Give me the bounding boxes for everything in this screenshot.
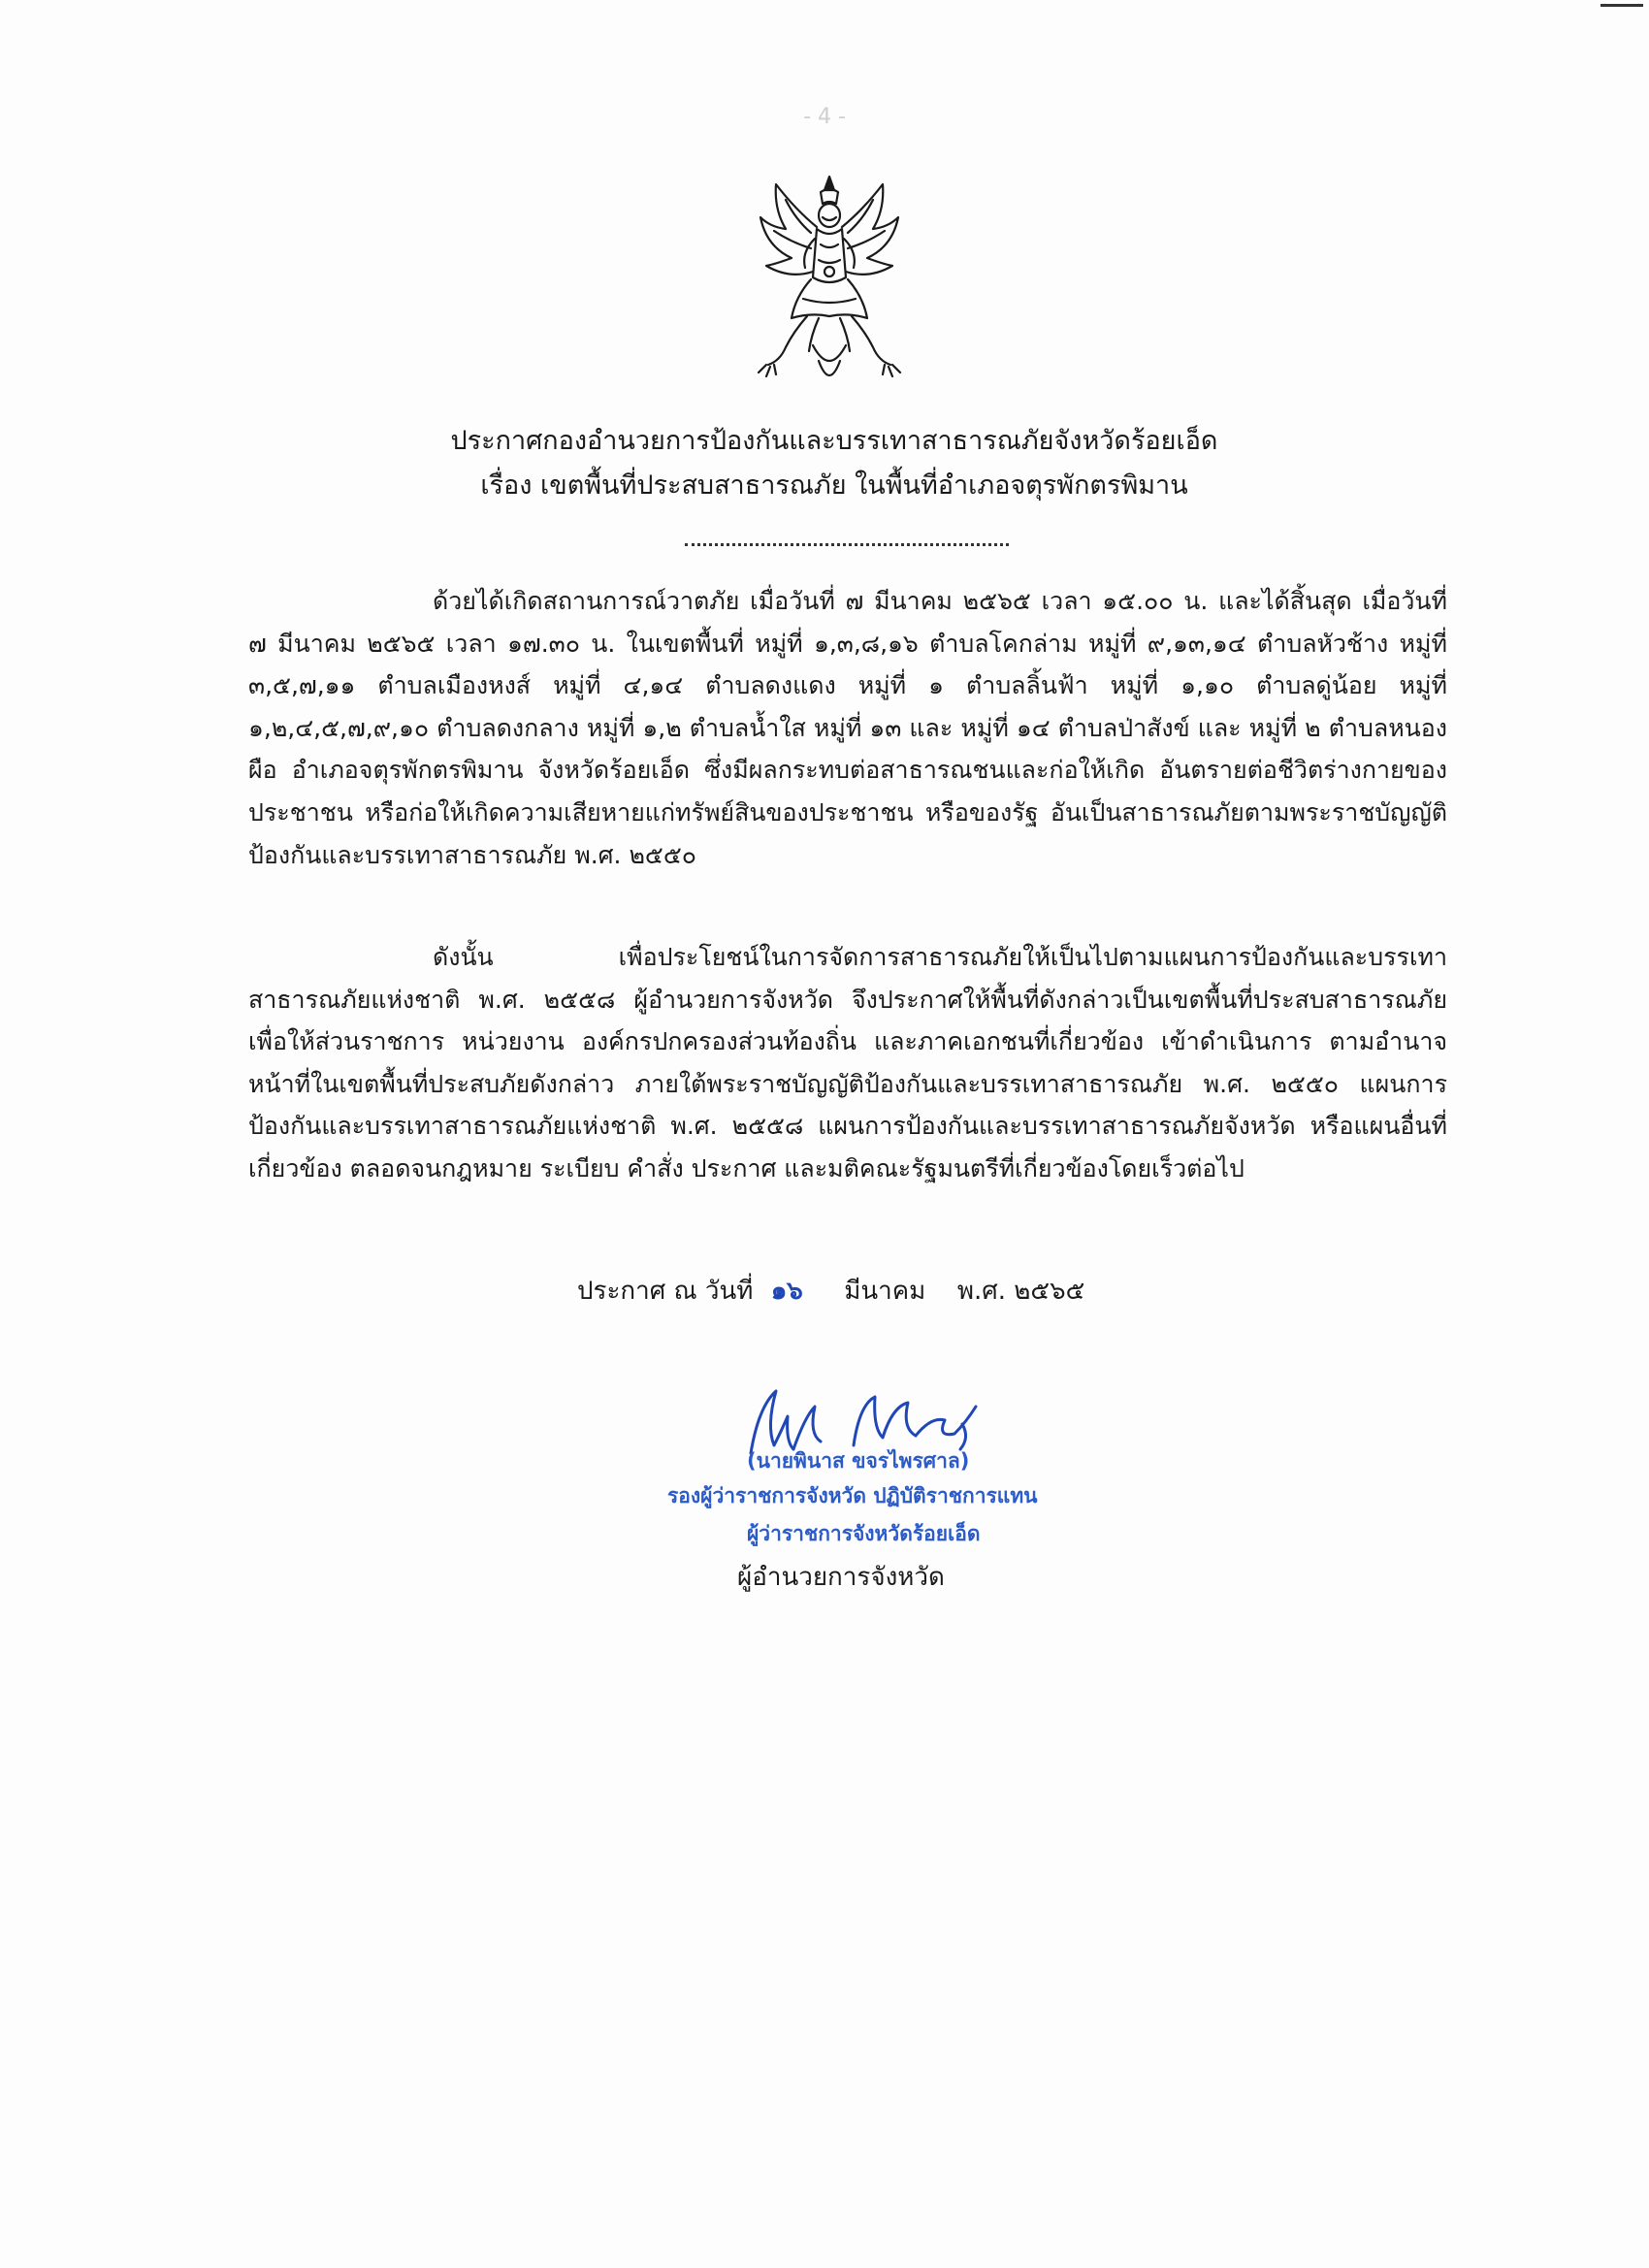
date-prefix: ประกาศ ณ วันที่ (577, 1277, 754, 1306)
announcement-date (577, 1271, 1084, 1311)
date-year: พ.ศ. ๒๕๖๕ (956, 1277, 1085, 1306)
stamp-signer-name: (นายพินาส ขจรไพรศาล) (747, 1449, 970, 1473)
page-number: - 4 - (803, 105, 846, 129)
paragraph-text: ด้วยได้เกิดสถานการณ์วาตภัย เมื่อวันที่ ๗ มีนาคม ๒๕๖๕ เวลา ๑๕.๐๐ น. และได้สิ้นสุด เมื่อวันที่ ๗ มีนาคม ๒๕๖๕ เวลา ๑๗.๓๐ น. ในเขตพื้นที่ หมู่ที่ ๑,๓,๘,๑๖ ตำบลโคกล่าม หมู่ที่ ๙,๑๓,๑๔ ตำบลหัวช้าง หมู่ที่ ๓,๕,๗,๑๑ ตำบลเมืองหงส์ หมู่ที่ ๔,๑๔ ตำบลดงแดง หมู่ที่ ๑ ตำบลลิ้นฟ้า หมู่ที่ ๑,๑๐ ตำบลดู่น้อย หมู่ที่ ๑,๒,๔,๕,๗,๙,๑๐ ตำบลดงกลาง หมู่ที่ ๑,๒ ตำบลน้ำใส หมู่ที่ ๑๓ และ หมู่ที่ ๑๔ ตำบลป่าสังข์ และ หมู่ที่ ๒ ตำบลหนองผือ อำเภอจตุรพักตรพิมาน จังหวัดร้อยเอ็ด ซึ่งมีผลกระทบต่อสาธารณชนและก่อให้เกิด อันตรายต่อชีวิตร่างกายของประชาชน หรือก่อให้เกิดความเสียหายแก่ทรัพย์สินของประชาชน หรือของรัฐ อันเป็นสาธารณภัยตามพระราชบัญญัติป้องกันและบรรเทาสาธารณภัย พ.ศ. ๒๕๕๐ (248, 587, 1447, 869)
announcement-header (0, 419, 1649, 508)
paragraph-text: ดังนั้น เพื่อประโยชน์ในการจัดการสาธารณภัยให้เป็นไปตามแผนการป้องกันและบรรเทา สาธารณภัยแห่งชาติ พ.ศ. ๒๕๕๘ ผู้อำนวยการจังหวัด จึงประกาศให้พื้นที่ดังกล่าวเป็นเขตพื้นที่ประสบสาธารณภัย เพื่อให้ส่วนราชการ หน่วยงาน องค์กรปกครองส่วนท้องถิ่น และภาคเอกชนที่เกี่ยวข้อง เข้าดำเนินการ ตามอำนาจหน้าที่ในเขตพื้นที่ประสบภัยดังกล่าว ภายใต้พระราชบัญญัติป้องกันและบรรเทาสาธารณภัย พ.ศ. ๒๕๕๐ แผนการป้องกันและบรรเทาสาธารณภัยแห่งชาติ พ.ศ. ๒๕๕๘ แผนการป้องกันและบรรเทาสาธารณภัยจังหวัด หรือแผนอื่นที่เกี่ยวข้อง ตลอดจนกฎหมาย ระเบียบ คำสั่ง ประกาศ และมติคณะรัฐมนตรีที่เกี่ยวข้องโดยเร็วต่อไป (248, 943, 1447, 1183)
body-paragraph-2 (248, 936, 1447, 1190)
stamp-position-line-1: รองผู้ว่าราชการจังหวัด ปฏิบัติราชการแทน (667, 1484, 1038, 1507)
announcement-title: ประกาศกองอำนวยการป้องกันและบรรเทาสาธารณภัยจังหวัดร้อยเอ็ด (450, 426, 1218, 456)
announcement-subject: เรื่อง เขตพื้นที่ประสบสาธารณภัย ในพื้นที่อำเภอจตุรพักตรพิมาน (480, 470, 1188, 501)
signer-title: ผู้อำนวยการจังหวัด (737, 1563, 945, 1592)
date-month: มีนาคม (844, 1277, 926, 1306)
garuda-emblem-icon (757, 171, 902, 394)
stamp-position-line-2: ผู้ว่าราชการจังหวัดร้อยเอ็ด (747, 1522, 981, 1545)
scan-corner-mark (1600, 4, 1643, 7)
body-paragraph-1 (248, 580, 1447, 876)
title-divider (685, 543, 1009, 546)
date-day-handwritten: ๑๖ (770, 1277, 803, 1306)
